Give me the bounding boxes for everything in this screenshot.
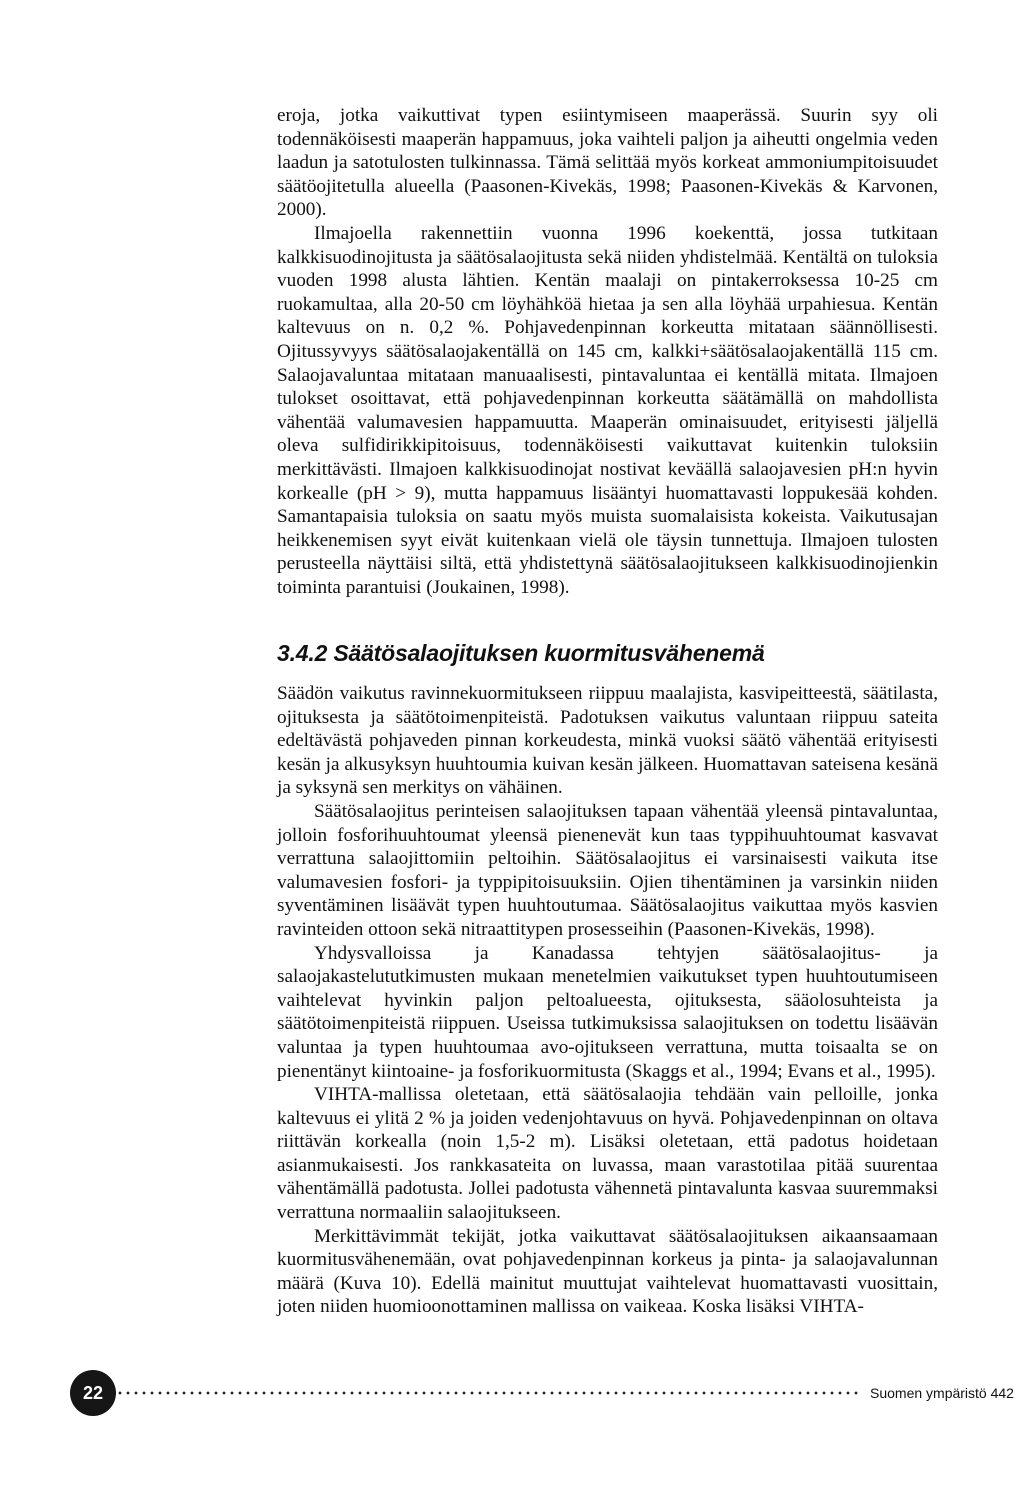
paragraph: Ilmajoella rakennettiin vuonna 1996 koekenttä, jossa tutkitaan kalkkisuodinojitusta ja säätösalaojitusta sekä niiden yhdistelmää. Kentältä on tuloksia vuoden 1998 alusta lähtien. Kentän maalaji on pintakerroksessa 10-25 cm ruokamultaa, alla 20-50 cm löyhähköä hietaa ja sen alla löyhää urpahiesua. Kentän kaltevuus on n. 0,2 %. Pohjavedenpinnan korkeutta mitataan säännöllisesti. Ojitussyvyys säätösalaojakentällä on 145 cm, kalkki+säätösalaojakentällä 115 cm. Salaojavaluntaa mitataan manuaalisesti, pintavaluntaa ei kentällä mitata. Ilmajoen tulokset osoittavat, että pohjavedenpinnan korkeutta säätämällä on mahdollista vähentää valumavesien happamuutta. Maaperän ominaisuudet, erityisesti jäljellä oleva sulfidirikkipitoisuus, todennäköisesti vaikuttavat kuitenkin tuloksiin merkittävästi. Ilmajoen kalkkisuodinojat nostivat keväällä salaojavesien pH:n hyvin korkealle (pH > 9), mutta happamuus lisääntyi huomattavasti loppukesää kohden. Samantapaisia tuloksia on saatu myös muista suomalaisista kokeista. Vaikutusajan heikkenemisen syyt eivät kuitenkaan vielä ole täysin tunnettuja. Ilmajoen tulosten perusteella näyttäisi siltä, että yhdistettynä säätösalaojitukseen kalkkisuodinojienkin toiminta parantuisi (Joukainen, 1998). [277,222,938,598]
page-number-badge: 22 [70,1370,116,1416]
paragraph: Säätösalaojitus perinteisen salaojituksen tapaan vähentää yleensä pintavaluntaa, jolloin fosforihuuhtoumat yleensä pienenevät kun taas typpihuuhtoumat kasvavat verrattuna salaojittomiin peltoihin. Säätösalaojitus ei varsinaisesti vaikuta itse valumavesien fosfori- ja typpipitoisuuksiin. Ojien tihentäminen ja varsinkin niiden syventäminen lisäävät typen huuhtoutumaa. Säätösalaojitus vaikuttaa myös kasvien ravinteiden ottoon sekä nitraattitypen prosesseihin (Paasonen-Kivekäs, 1998). [277,800,938,940]
journal-name: Suomen ympäristö 442 [870,1385,1014,1401]
paragraph: Merkittävimmät tekijät, jotka vaikuttavat säätösalaojituksen aikaansaamaan kuormitusvähenemään, ovat pohjavedenpinnan korkeus ja pinta- ja salaojavalunnan määrä (Kuva 10). Edellä mainitut muuttujat vaihtelevat huomattavasti vuosittain, joten niiden huomioonottaminen mallissa on vaikeaa. Koska lisäksi VIHTA- [277,1225,938,1318]
section-heading: 3.4.2 Säätösalaojituksen kuormitusvähenemä [277,640,765,666]
paragraph: VIHTA-mallissa oletetaan, että säätösalaojia tehdään vain pelloille, jonka kaltevuus ei ylitä 2 % ja joiden vedenjohtavuus on hyvä. Pohjavedenpinnan on oltava riittävän korkealla (noin 1,5-2 m). Lisäksi oletetaan, että padotus hoidetaan asianmukaisesti. Jos rankkasateita on luvassa, maan varastotilaa pitää suurentaa vähentämällä padotusta. Jollei padotusta vähennetä pintavalunta kasvaa suuremmaksi verrattuna normaaliin salaojitukseen. [277,1084,938,1224]
paragraph: Säädön vaikutus ravinnekuormitukseen riippuu maalajista, kasvipeitteestä, säätilasta, ojituksesta ja säätötoimenpiteistä. Padotuksen vaikutus valuntaan riippuu sateita edeltävästä pohjaveden pinnan korkeudesta, minkä vuoksi säätö vähentää erityisesti kesän ja alkusyksyn huuhtoumia kuivan kesän jälkeen. Huomattavan sateisena kesänä ja syksynä sen merkitys on vähäinen. [277,683,938,799]
page-footer [70,1370,1014,1418]
paragraph: eroja, jotka vaikuttivat typen esiintymiseen maaperässä. Suurin syy oli todennäköisesti maaperän happamuus, joka vaihteli paljon ja aiheutti ongelmia veden laadun ja satotulosten tulkinnassa. Tämä selittää myös korkeat ammoniumpitoisuudet säätöojitetulla alueella (Paasonen-Kivekäs, 1998; Paasonen-Kivekäs & Karvonen, 2000). [277,105,938,221]
top-text-section [277,104,938,599]
paragraph: Yhdysvalloissa ja Kanadassa tehtyjen säätösalaojitus- ja salaojakastelututkimusten mukaan menetelmien vaikutukset typen huuhtoutumiseen vaihtelevat hyvinkin paljon peltoalueesta, ojituksesta, sääolosuhteista ja säätötoimenpiteistä riippuen. Useissa tutkimuksissa salaojituksen on todettu lisäävän valuntaa ja typen huuhtoumaa avo-ojitukseen verrattuna, mutta toisaalta se on pienentänyt kiintoaine- ja fosforikuormitusta (Skaggs et al., 1994; Evans et al., 1995). [277,942,938,1082]
section-body [277,682,938,1319]
dot-leader [116,1390,862,1396]
